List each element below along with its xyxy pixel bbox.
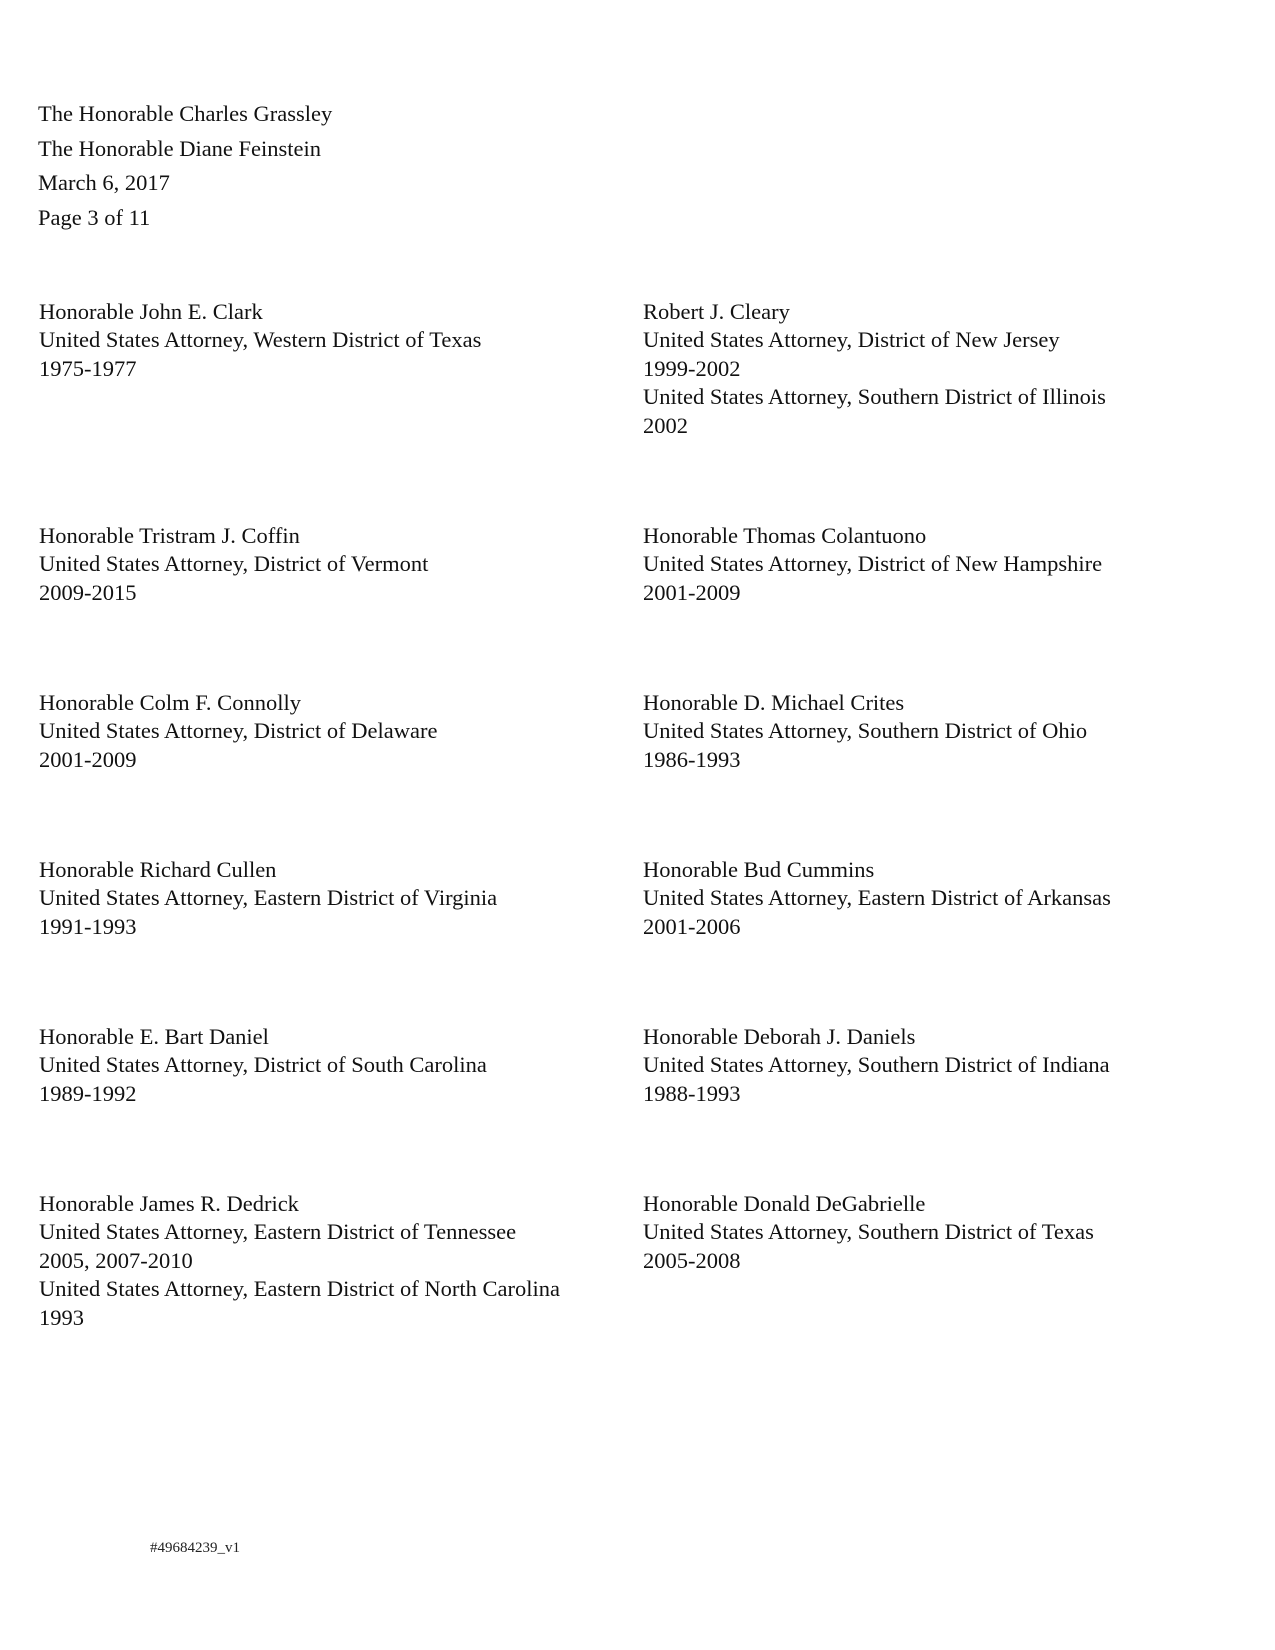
signatory-years: 1975-1977 <box>39 355 137 381</box>
signatory-years: 2001-2009 <box>39 746 137 772</box>
signatory-entry <box>643 298 1106 440</box>
signatory-name: Honorable Richard Cullen <box>39 857 277 882</box>
signatory-entry <box>643 856 1111 941</box>
signatory-years: 1999-2002 <box>643 355 741 381</box>
signatory-years: 1989-1992 <box>39 1080 137 1106</box>
page-number: Page 3 of 11 <box>38 204 151 230</box>
signatory-entry <box>39 1190 560 1332</box>
recipient-grassley: The Honorable Charles Grassley <box>38 101 333 126</box>
signatory-name: Honorable Bud Cummins <box>643 857 875 882</box>
signatory-entry <box>39 1023 487 1108</box>
signatory-name: Honorable E. Bart Daniel <box>39 1024 269 1049</box>
signatory-name: Honorable John E. Clark <box>39 299 263 324</box>
signatory-title: United States Attorney, Southern District of Indiana <box>643 1052 1110 1078</box>
signatory-title: United States Attorney, District of South Carolina <box>39 1052 487 1078</box>
recipient-feinstein: The Honorable Diane Feinstein <box>38 135 322 161</box>
signatory-title: United States Attorney, Southern District of Texas <box>643 1219 1094 1245</box>
signatory-title: United States Attorney, Eastern District of Tennessee <box>39 1219 517 1245</box>
signatory-title: United States Attorney, District of Vermont <box>39 551 429 577</box>
signatory-title: United States Attorney, District of Delaware <box>39 718 438 744</box>
signatory-title: United States Attorney, Eastern District of North Carolina <box>39 1276 560 1302</box>
signatory-title: United States Attorney, Eastern District of Arkansas <box>643 885 1111 911</box>
signatory-name: Honorable Thomas Colantuono <box>643 523 927 548</box>
signatory-entry <box>643 522 1102 607</box>
signatory-name: Honorable James R. Dedrick <box>39 1191 299 1216</box>
signatory-entry <box>643 689 1087 774</box>
signatory-years: 2005-2008 <box>643 1247 741 1273</box>
signatory-entry <box>39 298 481 383</box>
signatory-name: Robert J. Cleary <box>643 299 790 324</box>
signatory-name: Honorable Deborah J. Daniels <box>643 1024 916 1049</box>
signatory-entry <box>643 1190 1094 1275</box>
signatory-years: 2001-2006 <box>643 913 741 939</box>
document-id: #49684239_v1 <box>150 1540 240 1556</box>
signatory-years: 2009-2015 <box>39 579 137 605</box>
signatory-years: 2001-2009 <box>643 579 741 605</box>
signatory-title: United States Attorney, Eastern District of Virginia <box>39 885 498 911</box>
signatory-years: 2005, 2007-2010 <box>39 1247 193 1273</box>
signatory-name: Honorable Tristram J. Coffin <box>39 523 300 548</box>
letter-header <box>38 97 332 235</box>
signatory-years: 1986-1993 <box>643 746 741 772</box>
signatory-title: United States Attorney, District of New Jersey <box>643 327 1060 353</box>
signatory-title: United States Attorney, Southern District of Illinois <box>643 384 1106 410</box>
signatory-title: United States Attorney, Western District of Texas <box>39 327 482 353</box>
signatory-title: United States Attorney, Southern District of Ohio <box>643 718 1088 744</box>
signatory-entry <box>39 856 497 941</box>
signatory-entry <box>643 1023 1110 1108</box>
signatory-years: 1993 <box>39 1304 84 1330</box>
signatory-entry <box>39 522 428 607</box>
signatory-years: 1991-1993 <box>39 913 137 939</box>
letter-date: March 6, 2017 <box>38 170 170 195</box>
signatory-name: Honorable D. Michael Crites <box>643 690 905 715</box>
signatory-title: United States Attorney, District of New Hampshire <box>643 551 1103 577</box>
signatory-years: 2002 <box>643 412 688 438</box>
signatory-name: Honorable Colm F. Connolly <box>39 690 301 715</box>
signatory-years: 1988-1993 <box>643 1080 741 1106</box>
signatory-entry <box>39 689 437 774</box>
signatory-name: Honorable Donald DeGabrielle <box>643 1191 926 1216</box>
